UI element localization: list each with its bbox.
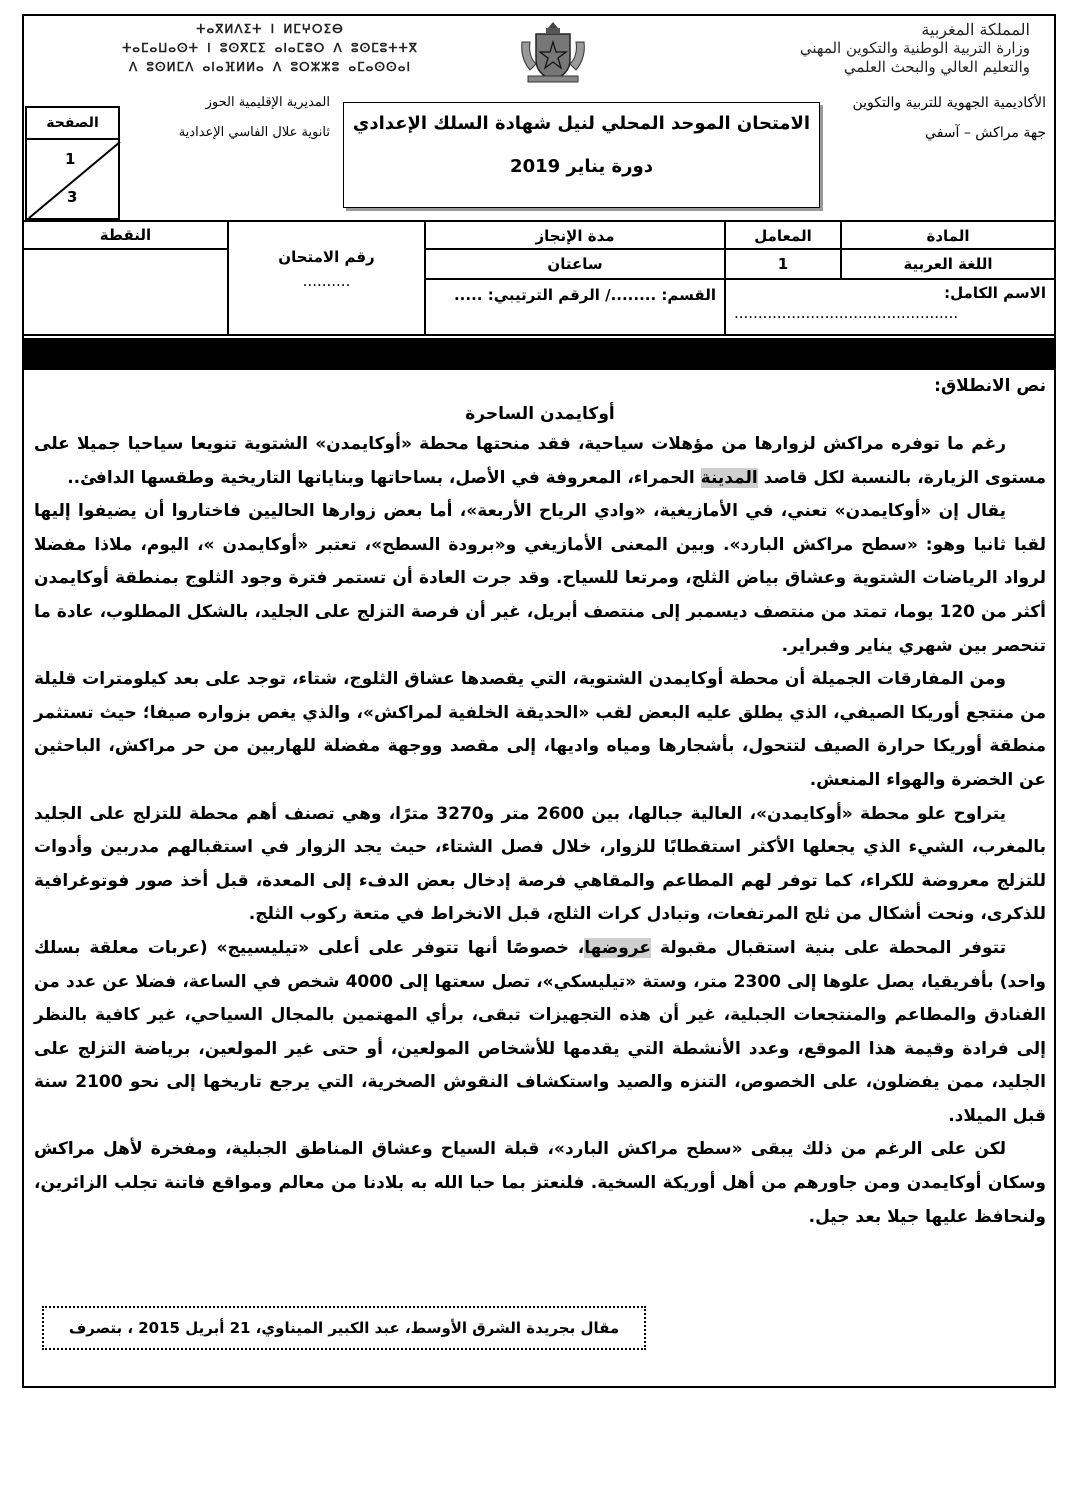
- page-current: 1: [65, 150, 76, 168]
- exam-title: الامتحان الموحد المحلي لنيل شهادة السلك الإعدادي: [352, 113, 811, 134]
- academy-block: [806, 88, 1046, 148]
- provincial-direction: المديرية الإقليمية الحوز: [205, 95, 330, 110]
- class-field[interactable]: القسم: ......../ الرقم الترتيبي: .....: [424, 278, 726, 336]
- tifinagh-line2: ⵜⴰⵎⴰⵡⴰⵙⵜ ⵏ ⵓⵙⴳⵎⵉ ⴰⵏⴰⵎⵓⵔ ⴷ ⵓⵙⵎⵓⵜⵜⴳ: [122, 41, 418, 55]
- paragraph-text: ، خصوصًا أنها تتوفر على أعلى «تيليسييج» (عربات معلقة بسلك واحد) بأفريقيا، يصل علوها إلى 2300 متر، وستة «تيليسكي»، تصل سعتها إلى 4000 شخص في الساعة، فضلا عن عدد من الفنادق والمطاعم والمنتجعات الجبلية، غير أن هذه التجهيزات تبقى، برأي المهتمين بالمجال السياحي، غير كافية بالنظر إلى فرادة وقيمة هذا الموقع، وعدد الأنشطة التي يقدمها للأشخاص المولعين، أو حتى غير المولعين، برياضة التزلج على الجليد، ممن يفضلون، على الخصوص، التنزه والصيد واستكشاف النقوش الصخرية، التي يرجع تاريخها إلى نحو 2100 سنة قبل الميلاد.: [34, 937, 1046, 1126]
- region-name: جهة مراكش – آسفي: [925, 125, 1046, 141]
- black-separator-bar: [22, 338, 1056, 370]
- full-name-field[interactable]: [724, 278, 1056, 336]
- exam-session: دورة يناير 2019: [510, 156, 653, 177]
- paragraph: [34, 798, 1046, 932]
- coefficient-value: 1: [724, 248, 842, 280]
- tifinagh-line3: ⴷ ⵓⵙⵍⵎⴷ ⴰⵏⴰⴼⵍⵍⴰ ⴷ ⵓⵔⵣⵣⵓ ⴰⵎⴰⵙⵙⴰⵏ: [129, 60, 411, 74]
- coefficient-label: المعامل: [724, 220, 842, 250]
- coat-of-arms-icon: [516, 20, 590, 84]
- paragraph: [34, 1133, 1046, 1234]
- ministry-header-arabic: [650, 20, 1030, 77]
- duration-label: مدة الإنجاز: [424, 220, 726, 250]
- ministry-header-tifinagh: [60, 20, 480, 77]
- passage-paragraphs: [34, 428, 1046, 1234]
- paragraph: [34, 428, 1046, 495]
- tifinagh-line1: ⵜⴰⴳⵍⴷⵉⵜ ⵏ ⵍⵎⵖⵔⵉⴱ: [196, 22, 344, 36]
- page-label: الصفحة: [25, 106, 120, 140]
- kingdom-name: المملكة المغربية: [921, 20, 1030, 39]
- full-name-label: الاسم الكامل:: [944, 284, 1046, 302]
- page-number-box: [25, 106, 120, 220]
- reading-passage: [34, 372, 1046, 1234]
- academy-name: الأكاديمية الجهوية للتربية والتكوين: [852, 95, 1046, 111]
- paragraph-text: ومن المفارقات الجميلة أن محطة أوكايمدن الشتوية، التي يقصدها عشاق الثلوج، شتاء، توجد على بعد كيلومترات قليلة من منتجع أوريكا الصيفي، الذي يطلق عليه البعض لقب «الحديقة الخلفية لمراكش»، والذي يغص بزواره صيفا؛ حيث تستثمر منطقة أوريكا حرارة الصيف لتتحول، بأشجارها ومياه واديها، إلى مقصد ووجهة مفضلة للهاربين من حر مراكش، الباحثين عن الخضرة والهواء المنعش.: [34, 669, 1046, 790]
- school-name: ثانوية علال الفاسي الإعدادية: [178, 125, 330, 140]
- duration-value: ساعتان: [424, 248, 726, 280]
- ministry-name-line1: وزارة التربية الوطنية والتكوين المهني: [799, 39, 1030, 57]
- exam-title-box: [343, 102, 820, 208]
- paragraph-text: لكن على الرغم من ذلك يبقى «سطح مراكش البارد»، قبلة السياح وعشاق المناطق الجبلية، ومفخرة لأهل مراكش وسكان أوكايمدن ومن جاورهم من أهل أوريكة السخية. فلنعتز بما حبا الله به بلادنا من معالم ومواقع فاتنة تجلب الزائرين، ولنحافظ عليها جيلا بعد جيل.: [34, 1139, 1046, 1227]
- exam-number-cell: [227, 220, 426, 336]
- page-fraction: [25, 140, 120, 220]
- ministry-name-line2: والتعليم العالي والبحث العلمي: [843, 58, 1030, 76]
- page-total: 3: [67, 188, 78, 206]
- exam-number-value[interactable]: ..........: [302, 272, 351, 290]
- source-citation: مقال بجريدة الشرق الأوسط، عبد الكبير الميناوي، 21 أبريل 2015 ، بتصرف: [42, 1306, 646, 1350]
- direction-block: [140, 88, 330, 148]
- paragraph-text: يقال إن «أوكايمدن» تعني، في الأمازيغية، «وادي الرياح الأربعة»، أما بعض زوارها الحاليين فاختاروا أن يضيفوا إليها لقبا ثانيا وهو: «سطح مراكش البارد». وبين المعنى الأمازيغي و«برودة السطح»، تعتبر «أوكايمدن »، اليوم، ملاذا مفضلا لرواد الرياضات الشتوية وعشاق بياض الثلج، ومرتعا للسياح. وقد جرت العادة أن تستمر فترة وجود الثلوج بمنطقة أوكايمدن أكثر من 120 يوما، تمتد من منتصف ديسمبر إلى منتصف أبريل، غير أن فرصة التزلج على الجليد، بالشكل المطلوب، عادة ما تنحصر بين شهري يناير وفبراير.: [34, 501, 1046, 656]
- paragraph-text: الحمراء، المعروفة في الأصل، بساحاتها وبناياتها التاريخية وطقسها الدافئ..: [67, 467, 701, 488]
- subject-value: اللغة العربية: [840, 248, 1056, 280]
- paragraph-text: تتوفر المحطة على بنية استقبال مقبولة: [651, 937, 1006, 958]
- article-title: أوكايمدن الساحرة: [465, 404, 615, 424]
- subject-label: المادة: [840, 220, 1056, 250]
- grade-field[interactable]: [22, 248, 229, 336]
- paragraph: [34, 495, 1046, 663]
- paragraph-text: رغم ما توفره مراكش لزوارها من مؤهلات سياحية، فقد منحتها محطة «أوكايمدن» الشتوية تنويعا سياحيا جميلا على مستوى الزيارة، بالنسبة لكل قاصد: [34, 434, 1046, 488]
- paragraph: [34, 932, 1046, 1134]
- highlighted-word: المدينة: [700, 467, 758, 488]
- highlighted-word: عروضها: [584, 937, 652, 958]
- full-name-dots: ...............................................: [734, 304, 959, 322]
- paragraph-text: يتراوح علو محطة «أوكايمدن»، العالية جبالها، بين 2600 متر و3270 مترًا، وهي تصنف أهم محطة للتزلج على الجليد بالمغرب، الشيء الذي يجعلها الأكثر استقطابًا للزوار، خلال فصل الشتاء، حيث يجد الزوار في استقبالهم مدربين وأدوات للتزلج معروضة للكراء، كما توفر لهم المطاعم والمقاهي فرصة إدخال بعض الدفء إلى المعدة، قبل أخذ صور فوتوغرافية للذكرى، ونحت أشكال من ثلج المرتفعات، وتبادل كرات الثلج، قبل الانخراط في متعة ركوب الثلج.: [34, 803, 1046, 925]
- grade-label: النقطة: [22, 220, 229, 250]
- exam-info-table: [22, 220, 1056, 336]
- exam-number-label: رقم الامتحان: [278, 248, 375, 266]
- section-label: نص الانطلاق:: [934, 376, 1046, 396]
- paragraph: [34, 663, 1046, 797]
